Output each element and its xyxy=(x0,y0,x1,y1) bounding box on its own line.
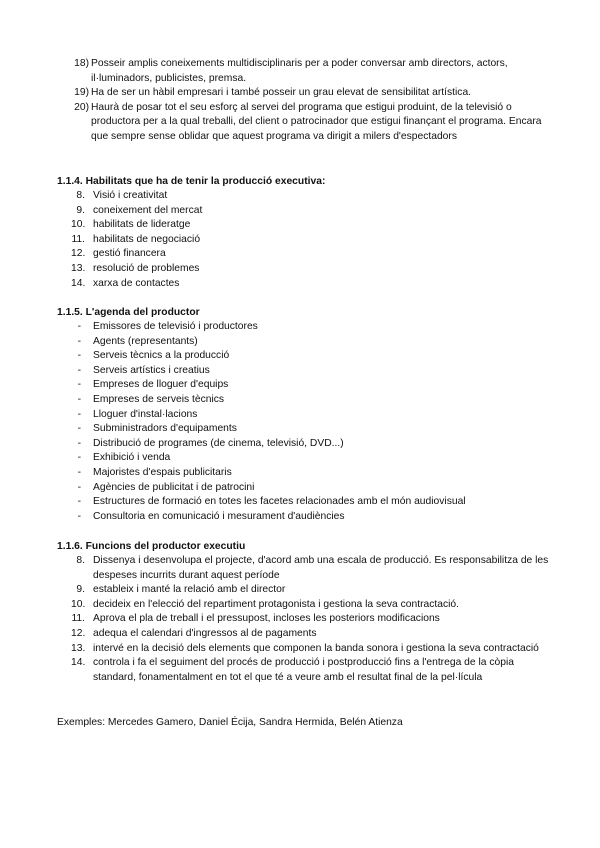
list-item xyxy=(71,612,550,627)
item-text: Subministradors d'equipaments xyxy=(93,423,237,435)
item-text: Consultoria en comunicació i mesurament d'audiències xyxy=(93,510,345,522)
item-text: estableix i manté la relació amb el director xyxy=(93,584,286,596)
continued-list xyxy=(75,57,545,145)
bullet-dash: - xyxy=(77,496,81,508)
section-heading: 1.1.5. L'agenda del productor xyxy=(57,307,200,318)
list-item xyxy=(75,349,545,364)
list-item xyxy=(75,451,545,466)
bullet-dash: - xyxy=(77,393,81,405)
list-item xyxy=(71,598,550,613)
list-item xyxy=(75,583,550,598)
list-item xyxy=(75,510,545,525)
bullet-dash: - xyxy=(77,335,81,347)
item-text: Majoristes d'espais publicitaris xyxy=(93,466,232,478)
item-text: Ha de ser un hàbil empresari i també posseir un grau elevat de sensibilitat artística. xyxy=(91,87,472,99)
item-number: 12. xyxy=(71,627,86,639)
item-text: coneixement del mercat xyxy=(93,204,203,216)
item-number: 13. xyxy=(71,642,86,654)
list-item xyxy=(75,422,545,437)
section-heading: 1.1.6. Funcions del productor executiu xyxy=(57,541,246,552)
bullet-dash: - xyxy=(77,437,81,449)
bullet-dash: - xyxy=(77,408,81,420)
list-item xyxy=(71,233,545,248)
list-item xyxy=(75,408,545,423)
item-text: Posseir amplis coneixements multidisciplinaris per a poder conversar amb directors, actors, il·luminadors, publicistes, premsa. xyxy=(91,58,508,84)
list-item xyxy=(75,495,545,510)
item-text: Empreses de lloguer d'equips xyxy=(93,379,229,391)
item-number: 8. xyxy=(76,190,85,201)
item-text: Serveis artístics i creatius xyxy=(93,364,210,376)
list-item xyxy=(71,627,550,642)
item-text: resolució de problemes xyxy=(93,262,200,274)
item-text: Agències de publicitat i de patrocini xyxy=(93,481,255,493)
item-number: 13. xyxy=(71,262,86,274)
list-item xyxy=(71,218,545,233)
item-text: decideix en l'elecció del repartiment protagonista i gestiona la seva contractació. xyxy=(93,598,459,610)
functions-list xyxy=(71,554,550,685)
list-item xyxy=(75,57,545,86)
agenda-list xyxy=(75,320,545,524)
list-item xyxy=(75,437,545,452)
list-item xyxy=(75,481,545,496)
list-item xyxy=(75,554,550,583)
item-number: 12. xyxy=(71,248,86,260)
item-number: 10. xyxy=(71,598,86,610)
item-text: Dissenya i desenvolupa el projecte, d'acord amb una escala de producció. Es responsabilitza de les despeses incurrits durant aquest període xyxy=(93,555,549,581)
list-item xyxy=(75,364,545,379)
bullet-dash: - xyxy=(77,350,81,362)
bullet-dash: - xyxy=(77,321,81,332)
bullet-dash: - xyxy=(77,364,81,376)
list-item xyxy=(71,656,550,685)
section-heading: 1.1.4. Habilitats que ha de tenir la producció executiva: xyxy=(57,176,326,187)
list-item xyxy=(71,247,545,262)
list-item xyxy=(75,101,545,145)
item-text: Emissores de televisió i productores xyxy=(93,321,258,332)
item-text: intervé en la decisió dels elements que componen la banda sonora i gestiona la seva contractació xyxy=(93,642,539,654)
item-number: 14. xyxy=(71,657,86,669)
item-text: habilitats de lideratge xyxy=(93,219,191,231)
item-text: adequa el calendari d'ingressos al de pagaments xyxy=(93,627,317,639)
item-number: 9. xyxy=(76,584,85,596)
item-text: Haurà de posar tot el seu esforç al servei del programa que estigui produint, de la televisió o productora per a la qual treballi, del client o patrocinador que estigui finançant el programa. Encara que sempre sense oblidar que aquest programa va dirigit a milers d'espectadors xyxy=(91,101,542,142)
item-text: controla i fa el seguiment del procés de producció i postproducció fins a l'entrega de la còpia standard, fonamentalment en tot el que té a veure amb el resultat final de la pel·lícula xyxy=(93,657,514,683)
list-item xyxy=(71,262,545,277)
item-number: 10. xyxy=(71,219,86,231)
item-text: gestió financera xyxy=(93,248,166,260)
list-item xyxy=(75,466,545,481)
list-item xyxy=(75,86,545,101)
list-item xyxy=(75,335,545,350)
item-number: 11. xyxy=(71,613,85,625)
list-item xyxy=(75,204,545,219)
list-item xyxy=(75,393,545,408)
item-text: Serveis tècnics a la producció xyxy=(93,350,230,362)
item-text: Estructures de formació en totes les facetes relacionades amb el món audiovisual xyxy=(93,496,466,508)
bullet-dash: - xyxy=(77,481,81,493)
item-number: 11. xyxy=(71,233,85,245)
list-item xyxy=(71,277,545,292)
item-text: Empreses de serveis tècnics xyxy=(93,393,225,405)
list-item xyxy=(75,320,545,335)
item-text: habilitats de negociació xyxy=(93,233,201,245)
item-text: Exhibició i venda xyxy=(93,452,171,464)
examples-note: Exemples: Mercedes Gamero, Daniel Écija, Sandra Hermida, Belén Atienza xyxy=(57,717,403,728)
bullet-dash: - xyxy=(77,466,81,478)
item-text: Distribució de programes (de cinema, televisió, DVD...) xyxy=(93,437,344,449)
item-text: Lloguer d'instal·lacions xyxy=(93,408,198,420)
list-item xyxy=(75,378,545,393)
item-number: 8. xyxy=(76,555,85,566)
list-item xyxy=(75,189,545,204)
item-text: Agents (representants) xyxy=(93,335,198,347)
bullet-dash: - xyxy=(77,510,81,522)
item-number: 20) xyxy=(74,101,89,113)
item-number: 9. xyxy=(76,204,85,216)
bullet-dash: - xyxy=(77,379,81,391)
skills-list xyxy=(71,189,545,291)
bullet-dash: - xyxy=(77,423,81,435)
item-text: Aprova el pla de treball i el pressupost, incloses les posteriors modificacions xyxy=(93,613,440,625)
item-number: 14. xyxy=(71,277,86,289)
item-number: 18) xyxy=(74,58,89,69)
list-item xyxy=(71,642,550,657)
bullet-dash: - xyxy=(77,452,81,464)
item-text: xarxa de contactes xyxy=(93,277,180,289)
item-number: 19) xyxy=(74,87,89,99)
item-text: Visió i creativitat xyxy=(93,190,168,201)
